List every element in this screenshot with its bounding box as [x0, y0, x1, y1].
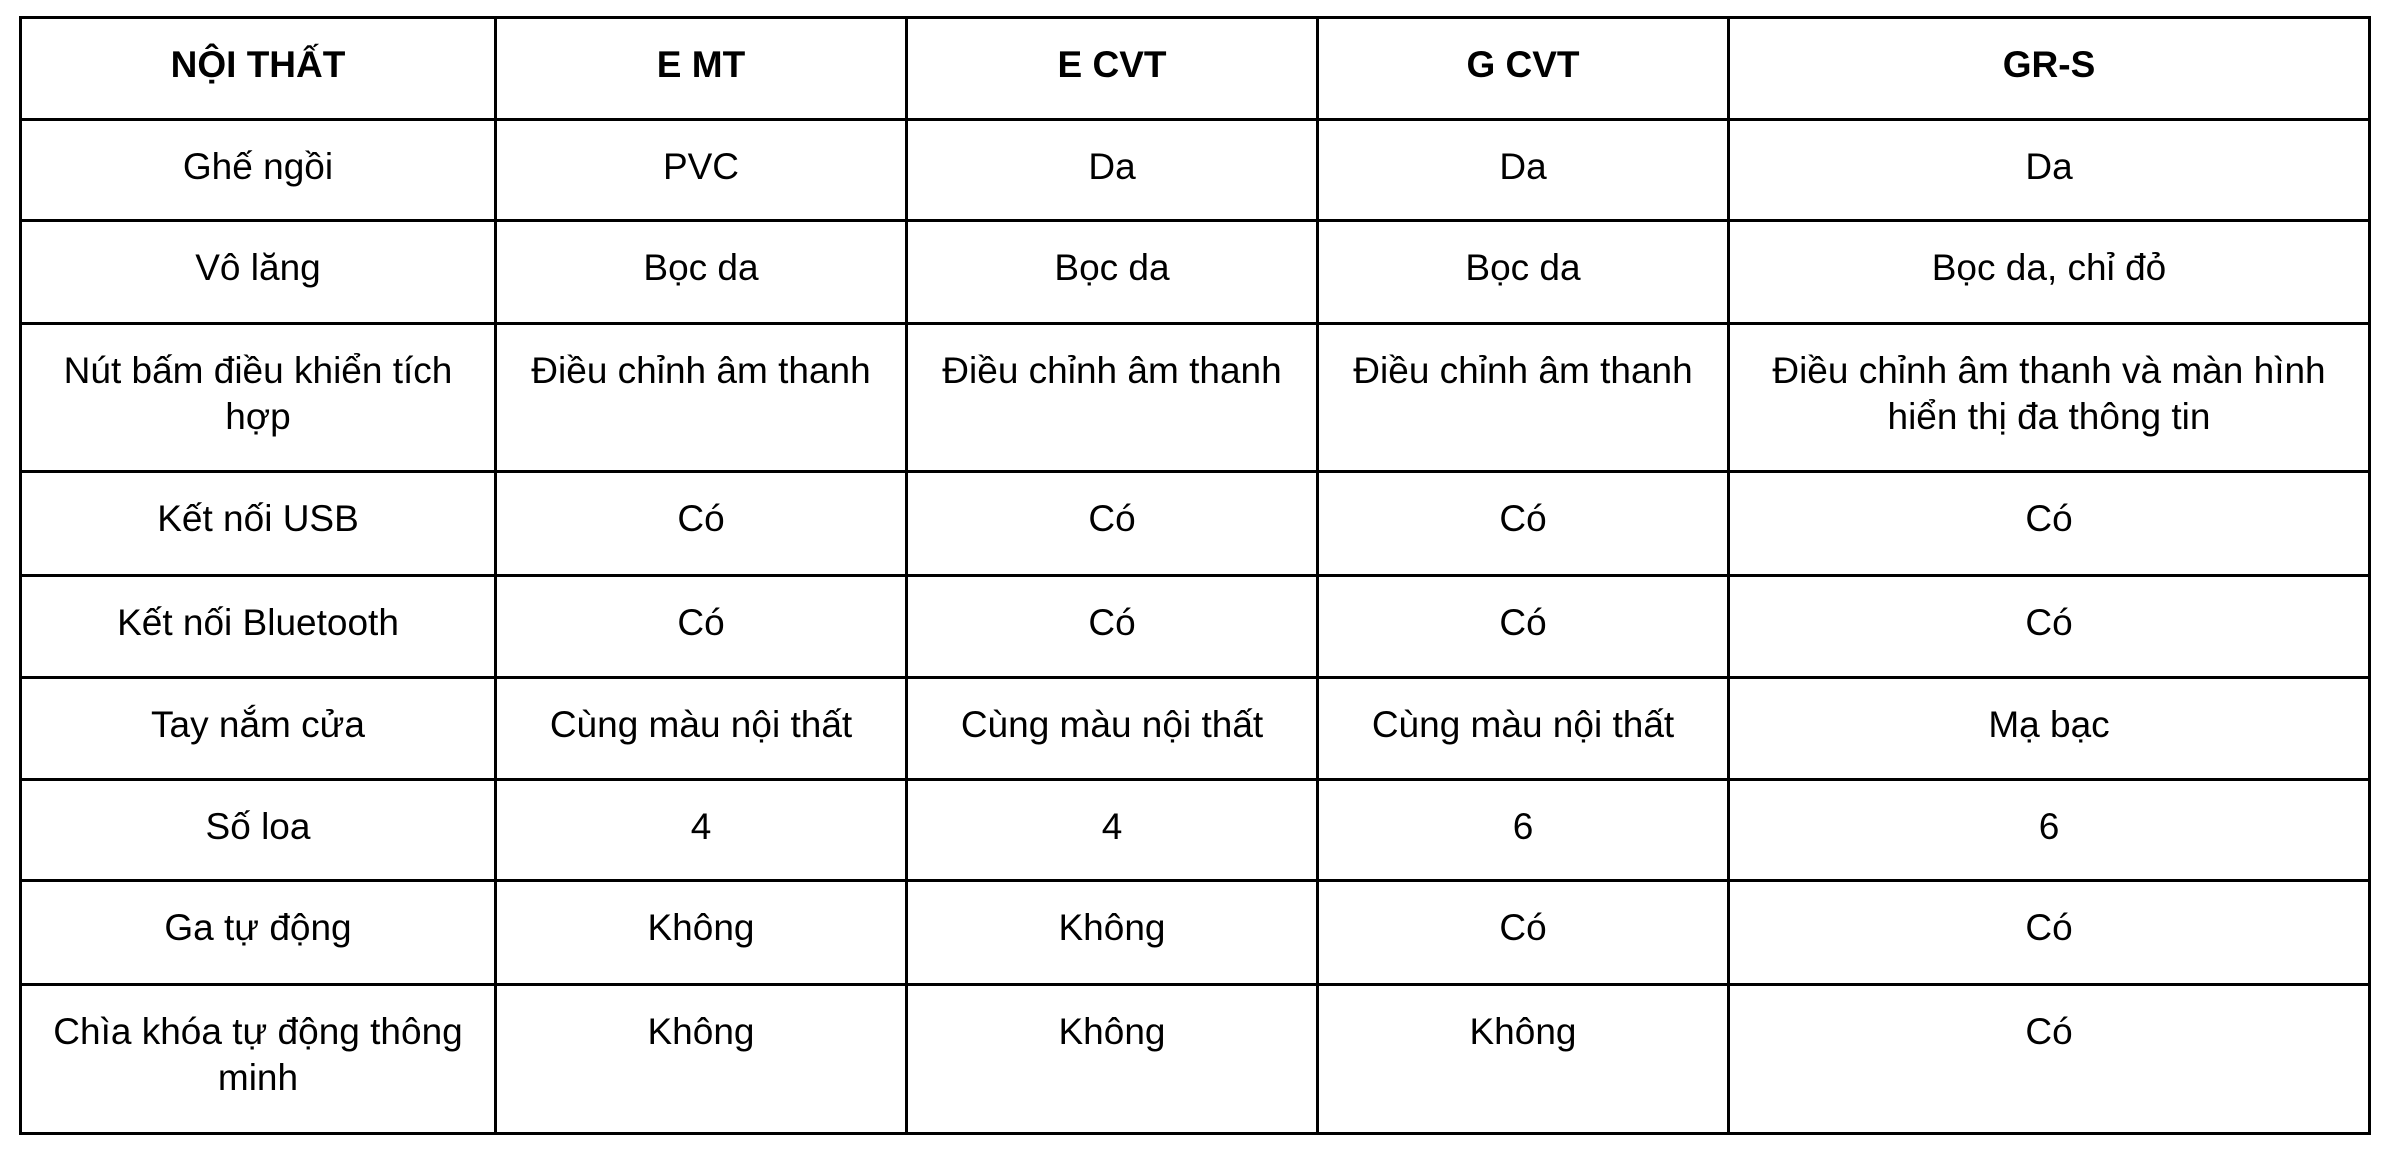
table-row — [21, 881, 2370, 985]
cell-value: Da — [907, 120, 1318, 221]
header-gr-s: GR-S — [1729, 18, 2370, 120]
row-label: Số loa — [21, 780, 496, 881]
cell-value: Có — [1318, 881, 1729, 985]
cell-value: Không — [907, 985, 1318, 1134]
row-label: Ga tự động — [21, 881, 496, 985]
cell-value: Bọc da, chỉ đỏ — [1729, 221, 2370, 324]
cell-value: 4 — [907, 780, 1318, 881]
header-g-cvt: G CVT — [1318, 18, 1729, 120]
cell-value: 4 — [496, 780, 907, 881]
cell-value: 6 — [1729, 780, 2370, 881]
cell-value: Da — [1729, 120, 2370, 221]
row-label: Tay nắm cửa — [21, 678, 496, 780]
cell-value: Có — [1729, 881, 2370, 985]
cell-value: Điều chỉnh âm thanh — [496, 324, 907, 472]
cell-value: Không — [496, 985, 907, 1134]
cell-value: Bọc da — [1318, 221, 1729, 324]
cell-value: Điều chỉnh âm thanh và màn hình hiển thị đa thông tin — [1729, 324, 2370, 472]
cell-value: Có — [496, 576, 907, 678]
cell-value: Có — [907, 472, 1318, 576]
table-row — [21, 324, 2370, 472]
table-header-row — [21, 18, 2370, 120]
header-e-cvt: E CVT — [907, 18, 1318, 120]
cell-value: PVC — [496, 120, 907, 221]
row-label: Nút bấm điều khiển tích hợp — [21, 324, 496, 472]
cell-value: Cùng màu nội thất — [907, 678, 1318, 780]
table-row — [21, 576, 2370, 678]
cell-value: Có — [1729, 985, 2370, 1134]
cell-value: Có — [907, 576, 1318, 678]
table-row — [21, 780, 2370, 881]
cell-value: Có — [1729, 576, 2370, 678]
header-e-mt: E MT — [496, 18, 907, 120]
table-row — [21, 985, 2370, 1134]
cell-value: Cùng màu nội thất — [1318, 678, 1729, 780]
cell-value: 6 — [1318, 780, 1729, 881]
table-row — [21, 472, 2370, 576]
interior-spec-table — [19, 16, 2371, 1135]
row-label: Vô lăng — [21, 221, 496, 324]
cell-value: Không — [1318, 985, 1729, 1134]
row-label: Ghế ngồi — [21, 120, 496, 221]
cell-value: Bọc da — [907, 221, 1318, 324]
row-label: Kết nối Bluetooth — [21, 576, 496, 678]
row-label: Chìa khóa tự động thông minh — [21, 985, 496, 1134]
table-row — [21, 678, 2370, 780]
cell-value: Bọc da — [496, 221, 907, 324]
cell-value: Mạ bạc — [1729, 678, 2370, 780]
header-category: NỘI THẤT — [21, 18, 496, 120]
cell-value: Cùng màu nội thất — [496, 678, 907, 780]
row-label: Kết nối USB — [21, 472, 496, 576]
cell-value: Có — [1318, 576, 1729, 678]
table-row — [21, 120, 2370, 221]
cell-value: Có — [1729, 472, 2370, 576]
table-row — [21, 221, 2370, 324]
cell-value: Điều chỉnh âm thanh — [1318, 324, 1729, 472]
cell-value: Không — [907, 881, 1318, 985]
cell-value: Không — [496, 881, 907, 985]
cell-value: Da — [1318, 120, 1729, 221]
cell-value: Có — [1318, 472, 1729, 576]
cell-value: Có — [496, 472, 907, 576]
cell-value: Điều chỉnh âm thanh — [907, 324, 1318, 472]
